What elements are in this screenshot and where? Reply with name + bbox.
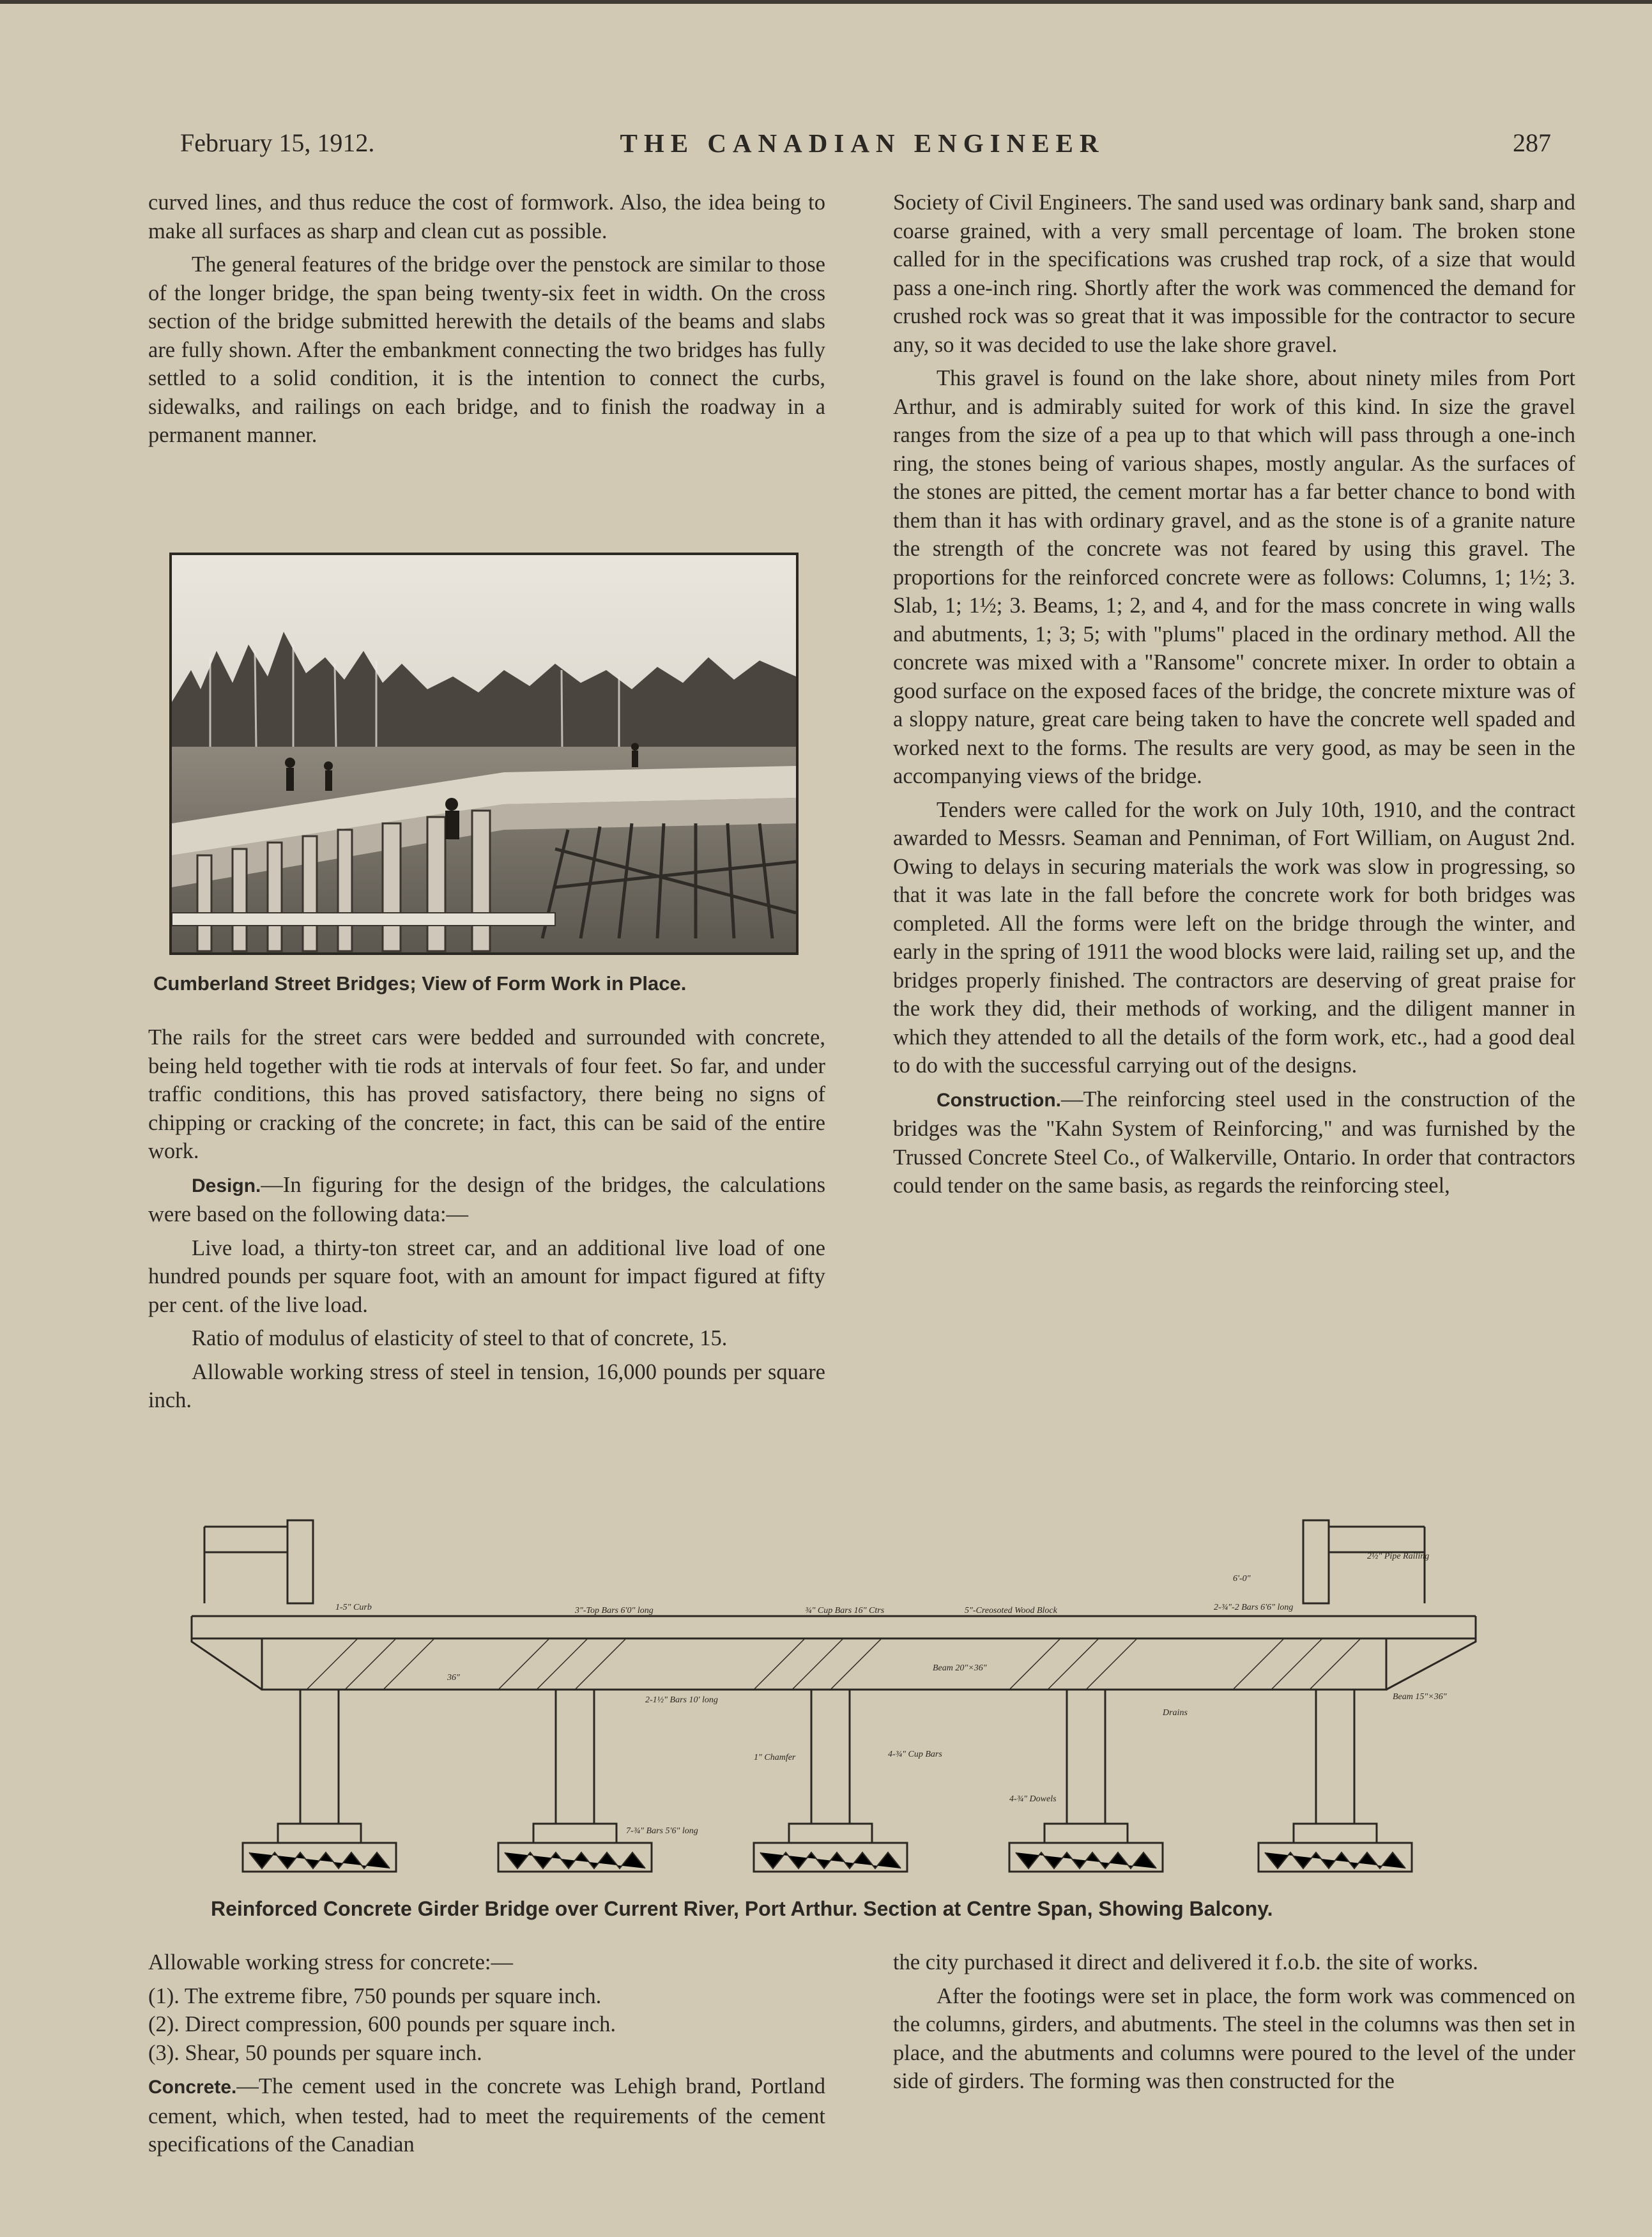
list-item: (2). Direct compression, 600 pounds per square inch. [148,2012,616,2036]
paragraph: The rails for the street cars were bedded and surrounded with concrete, being held together with tie rods at intervals of four feet. So far, and under traffic conditions, this has proved satisfactory, there being no signs of chipping or cracking of the concrete; in fact, this can be said of the entire work. [148,1025,825,1163]
running-header [174,128,1551,166]
cup-bars-label: ¾" Cup Bars 16" Ctrs [805,1606,885,1615]
cup-bars-label-2: 4-¾" Cup Bars [888,1750,942,1759]
left-column-bottom [148,1948,825,2164]
page-number: 287 [1513,128,1551,157]
design-heading: Design. [192,1175,261,1196]
list-item: (3). Shear, 50 pounds per square inch. [148,2040,482,2065]
construction-paragraph [893,1085,1575,1200]
top-bars-label: 3"-Top Bars 6'0" long [575,1606,654,1615]
paragraph: After the footings were set in place, the form work was commenced on the columns, girders, and abutments. The steel in the columns was then set in place, and the abutments and columns were poured to the level of the under side of girders. The forming was then constructed for the [893,1983,1575,2093]
header-date: February 15, 1912. [180,128,375,157]
photo-illustration [172,555,796,952]
paragraph: the city purchased it direct and delivered it f.o.b. the site of works. [893,1950,1478,1974]
beam-label: Beam 20"×36" [933,1663,987,1673]
design-text: —In figuring for the design of the bridges, the calculations were based on the following data:— [148,1172,825,1226]
beam-label-2: Beam 15"×36" [1393,1692,1447,1702]
construction-text: —The reinforcing steel used in the construction of the bridges was the "Kahn System of Reinforcing," and was furnished by the Trussed Concrete Steel Co., of Walkerville, Ontario. In order that contractors could tender on the same basis, as regards the reinforcing steel, [893,1087,1575,1198]
dowels-label: 4-¾" Dowels [1009,1794,1057,1804]
bridge-formwork-photo [169,553,799,955]
paragraph: Tenders were called for the work on July 10th, 1910, and the contract awarded to Messrs. Seaman and Penniman, of Fort William, on August 2nd. Owing to delays in securing materials the work was slow in progressing, so that it was late in the fall before the concrete work for both bridges was completed. All the forms were left on the bridge through the winter, and early in the spring of 1911 the wood blocks were laid, railing set up, and the bridges properly finished. The contractors are deserving of great praise for the work they did, their methods of working, and the diligent manner in which they attended to all the details of the form work, etc., had a good deal to do with the successful carrying out of the designs. [893,797,1575,1078]
wood-block-label: 5"-Creosoted Wood Block [965,1606,1057,1615]
right-column-top [893,188,1575,1205]
railing-label: 2½" Pipe Railing [1367,1552,1430,1561]
concrete-heading: Concrete. [148,2077,237,2098]
construction-heading: Construction. [937,1089,1061,1111]
bars-label-2: 7-¾" Bars 5'6" long [626,1826,698,1836]
concrete-paragraph [148,2072,825,2159]
paragraph: Live load, a thirty-ton street car, and an additional live load of one hundred pounds per square foot, with an amount for impact figured at fifty per cent. of the live load. [148,1235,825,1317]
left-column-middle [148,1023,825,1420]
paragraph: Ratio of modulus of elasticity of steel to that of concrete, 15. [192,1326,728,1350]
bar-label: 2-¾"-2 Bars 6'6" long [1214,1603,1294,1612]
journal-title: THE CANADIAN ENGINEER [620,128,1105,158]
section-drawing-svg [179,1508,1488,1891]
depth-label: 36" [447,1673,460,1683]
right-column-bottom [893,1948,1575,2101]
drains-label: Drains [1163,1708,1188,1718]
photo-caption: Cumberland Street Bridges; View of Form Work in Place. [153,972,687,995]
dim-label: 6'-0" [1233,1574,1251,1584]
left-column-top [148,188,825,455]
paragraph: curved lines, and thus reduce the cost of formwork. Also, the idea being to make all surfaces as sharp and clean cut as possible. [148,190,825,243]
page-edge [0,0,1652,4]
design-paragraph [148,1171,825,1229]
paragraph: This gravel is found on the lake shore, about ninety miles from Port Arthur, and is admirably suited for work of this kind. In size the gravel ranges from the size of a pea up to that which will pass through a one-inch ring, the stones being of various shapes, mostly angular. As the surfaces of the stones are pitted, the cement mortar has a far better chance to bond with them than it has with ordinary gravel, and as the stone is of a granite nature the strength of the concrete was not feared by using this gravel. The proportions for the reinforced concrete were as follows: Columns, 1; 1½; 3. Slab, 1; 1½; 3. Beams, 1; 2, and 4, and for the mass concrete in wing walls and abutments, 1; 3; 5; with "plums" placed in the ordinary method. All the concrete was mixed with a "Ransome" concrete mixer. In order to obtain a good surface on the exposed faces of the bridge, the concrete mixture was of a sloppy nature, great care being taken to have the concrete well spaded and worked next to the forms. The results are very good, as may be seen in the accompanying views of the bridge. [893,366,1575,788]
chamfer-label: 1" Chamfer [754,1753,796,1762]
paragraph: Allowable working stress of steel in tension, 16,000 pounds per square inch. [148,1359,825,1412]
paragraph: Allowable working stress for concrete:— [148,1950,514,1974]
bridge-section-drawing [179,1508,1488,1891]
curb-label: 1-5" Curb [335,1603,372,1612]
bars-label: 2-1½" Bars 10' long [645,1695,718,1705]
figure-caption: Reinforced Concrete Girder Bridge over Current River, Port Arthur. Section at Centre Span, Showing Balcony. [211,1897,1273,1920]
list-item: (1). The extreme fibre, 750 pounds per square inch. [148,1983,602,2008]
paragraph: The general features of the bridge over the penstock are similar to those of the longer bridge, the span being twenty-six feet in width. On the cross section of the bridge submitted herewith the details of the beams and slabs are fully shown. After the embankment connecting the two bridges has fully settled to a solid condition, it is the intention to connect the curbs, sidewalks, and railings on each bridge, and to finish the roadway in a permanent manner. [148,252,825,447]
concrete-text: —The cement used in the concrete was Lehigh brand, Portland cement, which, when tested, had to meet the requirements of the cement specifications of the Canadian [148,2074,825,2157]
paragraph: Society of Civil Engineers. The sand used was ordinary bank sand, sharp and coarse grained, with a very small percentage of loam. The broken stone called for in the specifications was crushed trap rock, of a size that would pass a one-inch ring. Shortly after the work was commenced the demand for crushed rock was so great that it was impossible for the contractor to secure any, so it was decided to use the lake shore gravel. [893,190,1575,357]
